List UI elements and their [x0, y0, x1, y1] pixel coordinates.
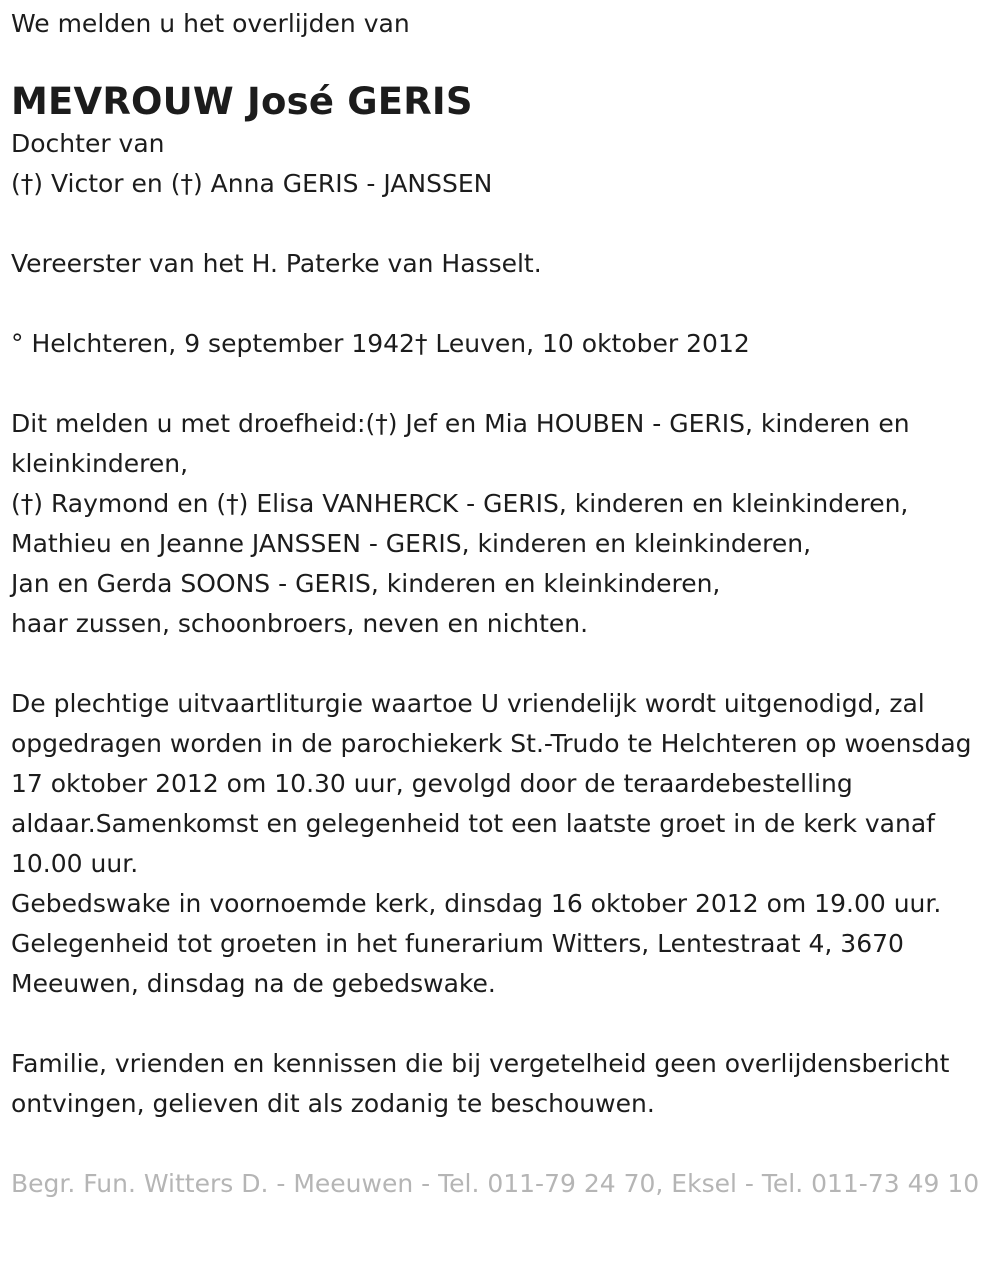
daughter-of-text: Dochter van [11, 129, 165, 158]
intro-text: We melden u het overlijden van [11, 9, 410, 38]
spacer [11, 1004, 990, 1044]
spacer [11, 1124, 990, 1164]
funeral-paragraph: De plechtige uitvaartliturgie waartoe U vriendelijk wordt uitgenodigd, zal opgedragen worden in de parochiekerk St.-Trudo te Helchteren op woensdag 17 oktober 2012 om 10.30 uur, gevolgd door de teraardebestelling aldaar.Samenkomst en gelegenheid tot een laatste groet in de kerk vanaf 10.00 uur. [11, 689, 972, 878]
mourner-line: Jan en Gerda SOONS - GERIS, kinderen en kleinkinderen, [11, 569, 721, 598]
funeral-home-footer: Begr. Fun. Witters D. - Meeuwen - Tel. 011-79 24 70, Eksel - Tel. 011-73 49 10 [11, 1169, 980, 1198]
vigil-paragraph: Gebedswake in voornoemde kerk, dinsdag 16 oktober 2012 om 19.00 uur. [11, 889, 942, 918]
spacer [11, 644, 990, 684]
funeral-details [11, 684, 990, 1004]
mourner-line: (†) Raymond en (†) Elisa VANHERCK - GERIS, kinderen en kleinkinderen, [11, 489, 909, 518]
birth-death-text: ° Helchteren, 9 september 1942† Leuven, 10 oktober 2012 [11, 329, 750, 358]
spacer [11, 284, 990, 324]
honorary-text: Vereerster van het H. Paterke van Hasselt. [11, 249, 542, 278]
deceased-name: MEVROUW José GERIS [11, 80, 473, 123]
spacer [11, 364, 990, 404]
parents-text: (†) Victor en (†) Anna GERIS - JANSSEN [11, 169, 493, 198]
mourner-line: Dit melden u met droefheid:(†) Jef en Mia HOUBEN - GERIS, kinderen en kleinkinderen, [11, 409, 910, 478]
mourner-line: haar zussen, schoonbroers, neven en nichten. [11, 609, 589, 638]
closing-text: Familie, vrienden en kennissen die bij vergetelheid geen overlijdensbericht ontvingen, gelieven dit als zodanig te beschouwen. [11, 1049, 950, 1118]
visitation-paragraph: Gelegenheid tot groeten in het funerarium Witters, Lentestraat 4, 3670 Meeuwen, dinsdag na de gebedswake. [11, 929, 904, 998]
spacer [11, 204, 990, 244]
mourners-list [11, 404, 990, 644]
mourner-line: Mathieu en Jeanne JANSSEN - GERIS, kinderen en kleinkinderen, [11, 529, 812, 558]
